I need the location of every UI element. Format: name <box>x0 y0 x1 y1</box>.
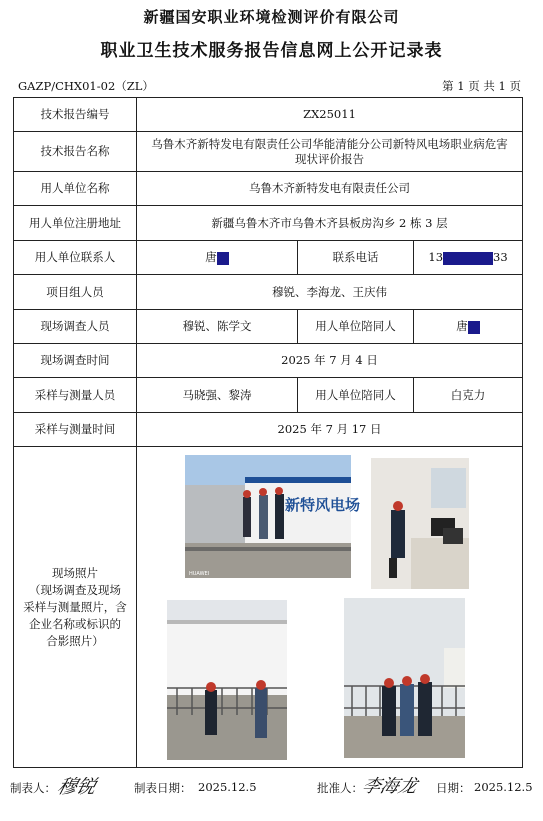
survey-accompany <box>414 310 523 344</box>
approve-date: 2025.12.5 <box>474 780 533 794</box>
survey-time: 2025 年 7 月 4 日 <box>137 344 523 378</box>
photo-caption: HUAWEI <box>189 571 210 577</box>
page-info: 第 1 页 共 1 页 <box>442 79 521 93</box>
site-photo-building <box>167 600 287 760</box>
approver-label: 批准人： <box>317 781 363 795</box>
site-photo-substation <box>344 598 465 758</box>
label-report-no: 技术报告编号 <box>14 98 137 132</box>
sampling-accompany: 白克力 <box>414 378 523 413</box>
redaction-bar <box>443 252 493 265</box>
sampling-staff: 马晓强、黎涛 <box>137 378 298 413</box>
employer-name: 乌鲁木齐新特发电有限责任公司 <box>137 172 523 206</box>
label-survey-staff: 现场调查人员 <box>14 310 137 344</box>
make-date: 2025.12.5 <box>198 780 257 794</box>
approver-signature: 李海龙 <box>359 776 420 797</box>
contact-name-prefix: 唐 <box>205 250 217 264</box>
site-photo-sign <box>185 455 361 578</box>
sampling-time: 2025 年 7 月 17 日 <box>137 413 523 447</box>
form-title: 职业卫生技术服务报告信息网上公开记录表 <box>100 41 443 61</box>
redaction-bar <box>217 252 229 265</box>
contact-name <box>137 241 298 275</box>
phone-suffix: 33 <box>493 250 508 264</box>
label-sampling-accompany: 用人单位陪同人 <box>298 378 414 413</box>
team-members: 穆锐、李海龙、王庆伟 <box>137 275 523 310</box>
org-title: 新疆国安职业环境检测评价有限公司 <box>143 8 400 26</box>
employer-address: 新疆乌鲁木齐市乌鲁木齐县板房沟乡 2 栋 3 层 <box>137 206 523 241</box>
redaction-bar <box>468 321 480 334</box>
report-name: 乌鲁木齐新特发电有限责任公司华能清能分公司新特风电场职业病危害现状评价报告 <box>137 132 523 172</box>
photos-label-line: 合影照片） <box>46 633 104 648</box>
contact-phone <box>414 241 523 275</box>
label-survey-accompany: 用人单位陪同人 <box>298 310 414 344</box>
label-employer: 用人单位名称 <box>14 172 137 206</box>
photos-label-line: 现场照片 <box>52 565 98 580</box>
label-report-name: 技术报告名称 <box>14 132 137 172</box>
label-photos <box>14 447 137 768</box>
approve-date-label: 日期： <box>436 781 471 795</box>
photos-label-line: 企业名称或标识的 <box>29 616 121 631</box>
make-date-label: 制表日期： <box>134 781 192 795</box>
record-table <box>13 97 523 768</box>
label-contact: 用人单位联系人 <box>14 241 137 275</box>
survey-staff: 穆锐、陈学文 <box>137 310 298 344</box>
label-sampling-staff: 采样与测量人员 <box>14 378 137 413</box>
photos-label-line: 采样与测量照片，含 <box>23 599 127 614</box>
label-phone: 联系电话 <box>298 241 414 275</box>
label-address: 用人单位注册地址 <box>14 206 137 241</box>
label-survey-time: 现场调查时间 <box>14 344 137 378</box>
maker-signature: 穆锐 <box>54 776 99 798</box>
maker-label: 制表人： <box>10 781 56 795</box>
label-sampling-time: 采样与测量时间 <box>14 413 137 447</box>
report-no: ZX25011 <box>137 98 523 132</box>
photos-label-line: （现场调查及现场 <box>29 582 121 597</box>
label-team: 项目组人员 <box>14 275 137 310</box>
doc-code: GAZP/CHX01-02（ZL） <box>18 79 154 93</box>
sign-text: 新特风电场 <box>285 496 361 514</box>
photos-cell <box>137 447 523 768</box>
accompany-prefix: 唐 <box>456 319 468 333</box>
site-photo-control-room <box>371 458 469 589</box>
phone-prefix: 13 <box>428 250 444 264</box>
